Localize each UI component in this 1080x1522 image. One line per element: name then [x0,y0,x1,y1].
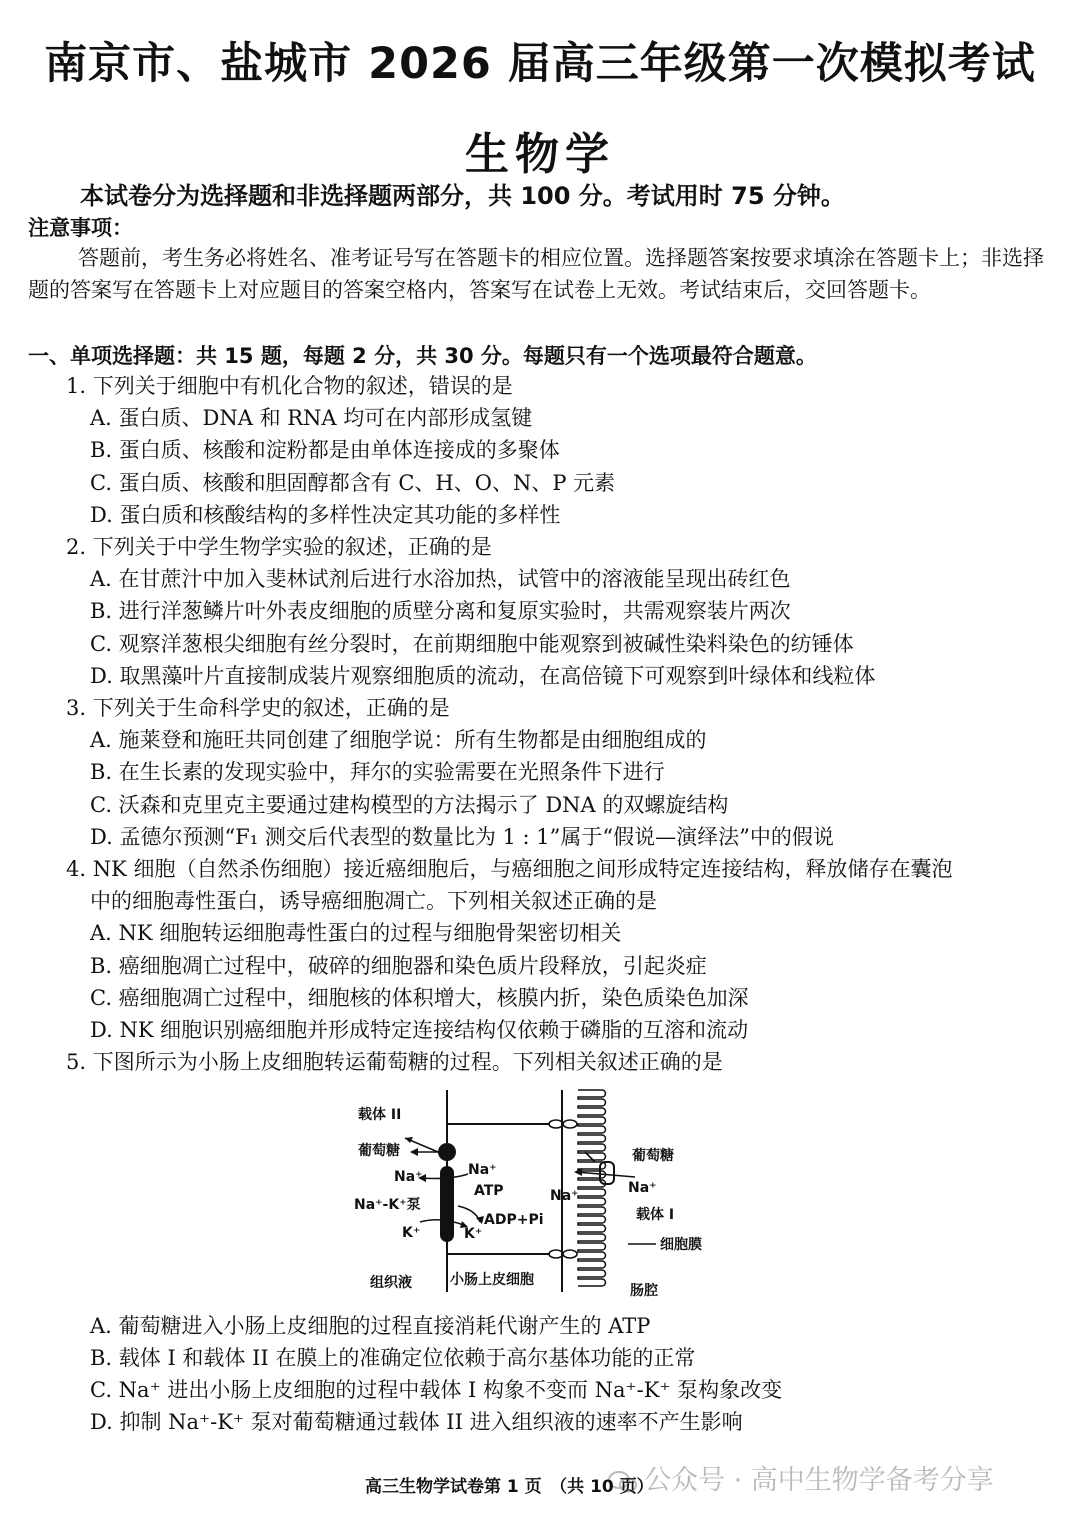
question-4-option-a: A. NK 细胞转运细胞毒性蛋白的过程与细胞骨架密切相关 [90,921,622,946]
question-5-option-d: D. 抑制 Na⁺-K⁺ 泵对葡萄糖通过载体 II 进入组织液的速率不产生影响 [90,1410,743,1434]
question-2-option-d: D. 取黑藻叶片直接制成装片观察细胞质的流动，在高倍镜下可观察到叶绿体和线粒体 [90,663,876,688]
question-5-option-c: C. Na⁺ 进出小肠上皮细胞的过程中载体 I 构象不变而 Na⁺-K⁺ 泵构象改变 [90,1378,783,1402]
question-5-option-a: A. 葡萄糖进入小肠上皮细胞的过程直接消耗代谢产生的 ATP [90,1314,651,1338]
microvilli [578,1090,606,1286]
glucose-transport-figure [350,1082,730,1312]
label-cell: 小肠上皮细胞 [450,1272,534,1288]
question-2-option-b: B. 进行洋葱鳞片叶外表皮细胞的质壁分离和复原实验时，共需观察装片两次 [90,599,791,624]
question-4-stem-line1: 4. NK 细胞（自然杀伤细胞）接近癌细胞后，与癌细胞之间形成特定连接结构，释放储存在囊泡 [66,857,953,882]
watermark [608,1458,994,1497]
question-3-option-a: A. 施莱登和施旺共同创建了细胞学说：所有生物都是由细胞组成的 [90,728,707,753]
label-carrier-2: 载体 II [358,1107,402,1123]
tight-junction-top [549,1120,563,1128]
label-atp: ATP [474,1183,504,1199]
section-heading: 一、单项选择题：共 15 题，每题 2 分，共 30 分。每题只有一个选项最符合题意。 [28,344,817,368]
label-adp: ADP+Pi [484,1212,544,1228]
label-tissue-fluid: 组织液 [370,1275,412,1291]
label-na-in-right: Na⁺ [550,1188,579,1204]
label-k-left: K⁺ [402,1225,421,1241]
question-1-option-c: C. 蛋白质、核酸和胆固醇都含有 C、H、O、N、P 元素 [90,470,616,495]
label-na-right: Na⁺ [628,1180,657,1196]
question-5-option-b: B. 载体 I 和载体 II 在膜上的准确定位依赖于高尔基体功能的正常 [90,1346,696,1370]
question-2-option-c: C. 观察洋葱根尖细胞有丝分裂时，在前期细胞中能观察到被碱性染料染色的纺锤体 [90,631,854,656]
subject-title: 生物学 [465,129,615,180]
question-4-option-d: D. NK 细胞识别癌细胞并形成特定连接结构仅依赖于磷脂的互溶和流动 [90,1018,749,1043]
exam-title: 南京市、盐城市 2026 届高三年级第一次模拟考试 [44,39,1036,89]
exam-intro: 本试卷分为选择题和非选择题两部分，共 100 分。考试用时 75 分钟。 [80,182,845,210]
question-list [66,370,1046,1078]
question-1-stem: 1. 下列关于细胞中有机化合物的叙述，错误的是 [66,374,513,398]
question-1-option-a: A. 蛋白质、DNA 和 RNA 均可在内部形成氢键 [90,406,533,431]
label-carrier-1: 载体 I [636,1207,675,1223]
label-na-out-left: Na⁺ [394,1169,423,1185]
question-2-option-a: A. 在甘蔗汁中加入斐林试剂后进行水浴加热，试管中的溶液能呈现出砖红色 [90,567,791,592]
question-3-option-b: B. 在生长素的发现实验中，拜尔的实验需要在光照条件下进行 [90,760,665,785]
arrow-atp [458,1206,480,1222]
question-4-stem-line2: 中的细胞毒性蛋白，诱导癌细胞凋亡。下列相关叙述正确的是 [90,889,657,914]
page-footer: 高三生物学试卷第 1 页 （共 10 页） [365,1477,654,1497]
watermark-text: 公众号 · 高中生物学备考分享 [644,1465,994,1496]
notice-body [28,242,1048,306]
question-2-stem: 2. 下列关于中学生物学实验的叙述，正确的是 [66,535,492,560]
notice-heading: 注意事项： [28,216,133,240]
label-lumen: 肠腔 [630,1283,658,1299]
label-pump: Na⁺-K⁺泵 [354,1197,421,1213]
transport-diagram [350,1082,730,1312]
question-4-option-b: B. 癌细胞凋亡过程中，破碎的细胞器和染色质片段释放，引起炎症 [90,953,707,978]
carrier-2-shape [438,1143,456,1161]
tight-junction-bottom-2 [563,1250,577,1258]
question-3-option-d: D. 孟德尔预测“F₁ 测交后代表型的数量比为 1 : 1”属于“假说—演绎法”中的假说 [90,824,834,849]
question-5-stem: 5. 下图所示为小肠上皮细胞转运葡萄糖的过程。下列相关叙述正确的是 [66,1050,723,1075]
label-na-in-left: Na⁺ [468,1162,497,1178]
label-glucose-left: 葡萄糖 [358,1143,400,1159]
question-3-option-c: C. 沃森和克里克主要通过建构模型的方法揭示了 DNA 的双螺旋结构 [90,792,729,817]
tight-junction-top-2 [563,1120,577,1128]
label-glucose-right: 葡萄糖 [632,1148,674,1164]
question-5-options [90,1310,1050,1438]
question-3-stem: 3. 下列关于生命科学史的叙述，正确的是 [66,696,450,721]
question-1-option-d: D. 蛋白质和核酸结构的多样性决定其功能的多样性 [90,502,561,527]
question-4-option-c: C. 癌细胞凋亡过程中，细胞核的体积增大，核膜内折，染色质染色加深 [90,985,749,1010]
label-k-in: K⁺ [464,1226,483,1242]
question-1-option-b: B. 蛋白质、核酸和淀粉都是由单体连接成的多聚体 [90,438,560,463]
label-membrane: 细胞膜 [660,1237,702,1253]
notice-paragraph: 答题前，考生务必将姓名、准考证号写在答题卡的相应位置。选择题答案按要求填涂在答题卡上；非选择题的答案写在答题卡上对应题目的答案空格内，答案写在试卷上无效。考试结束后，交回答题卡。 [28,246,1044,302]
tight-junction-bottom [549,1250,563,1258]
